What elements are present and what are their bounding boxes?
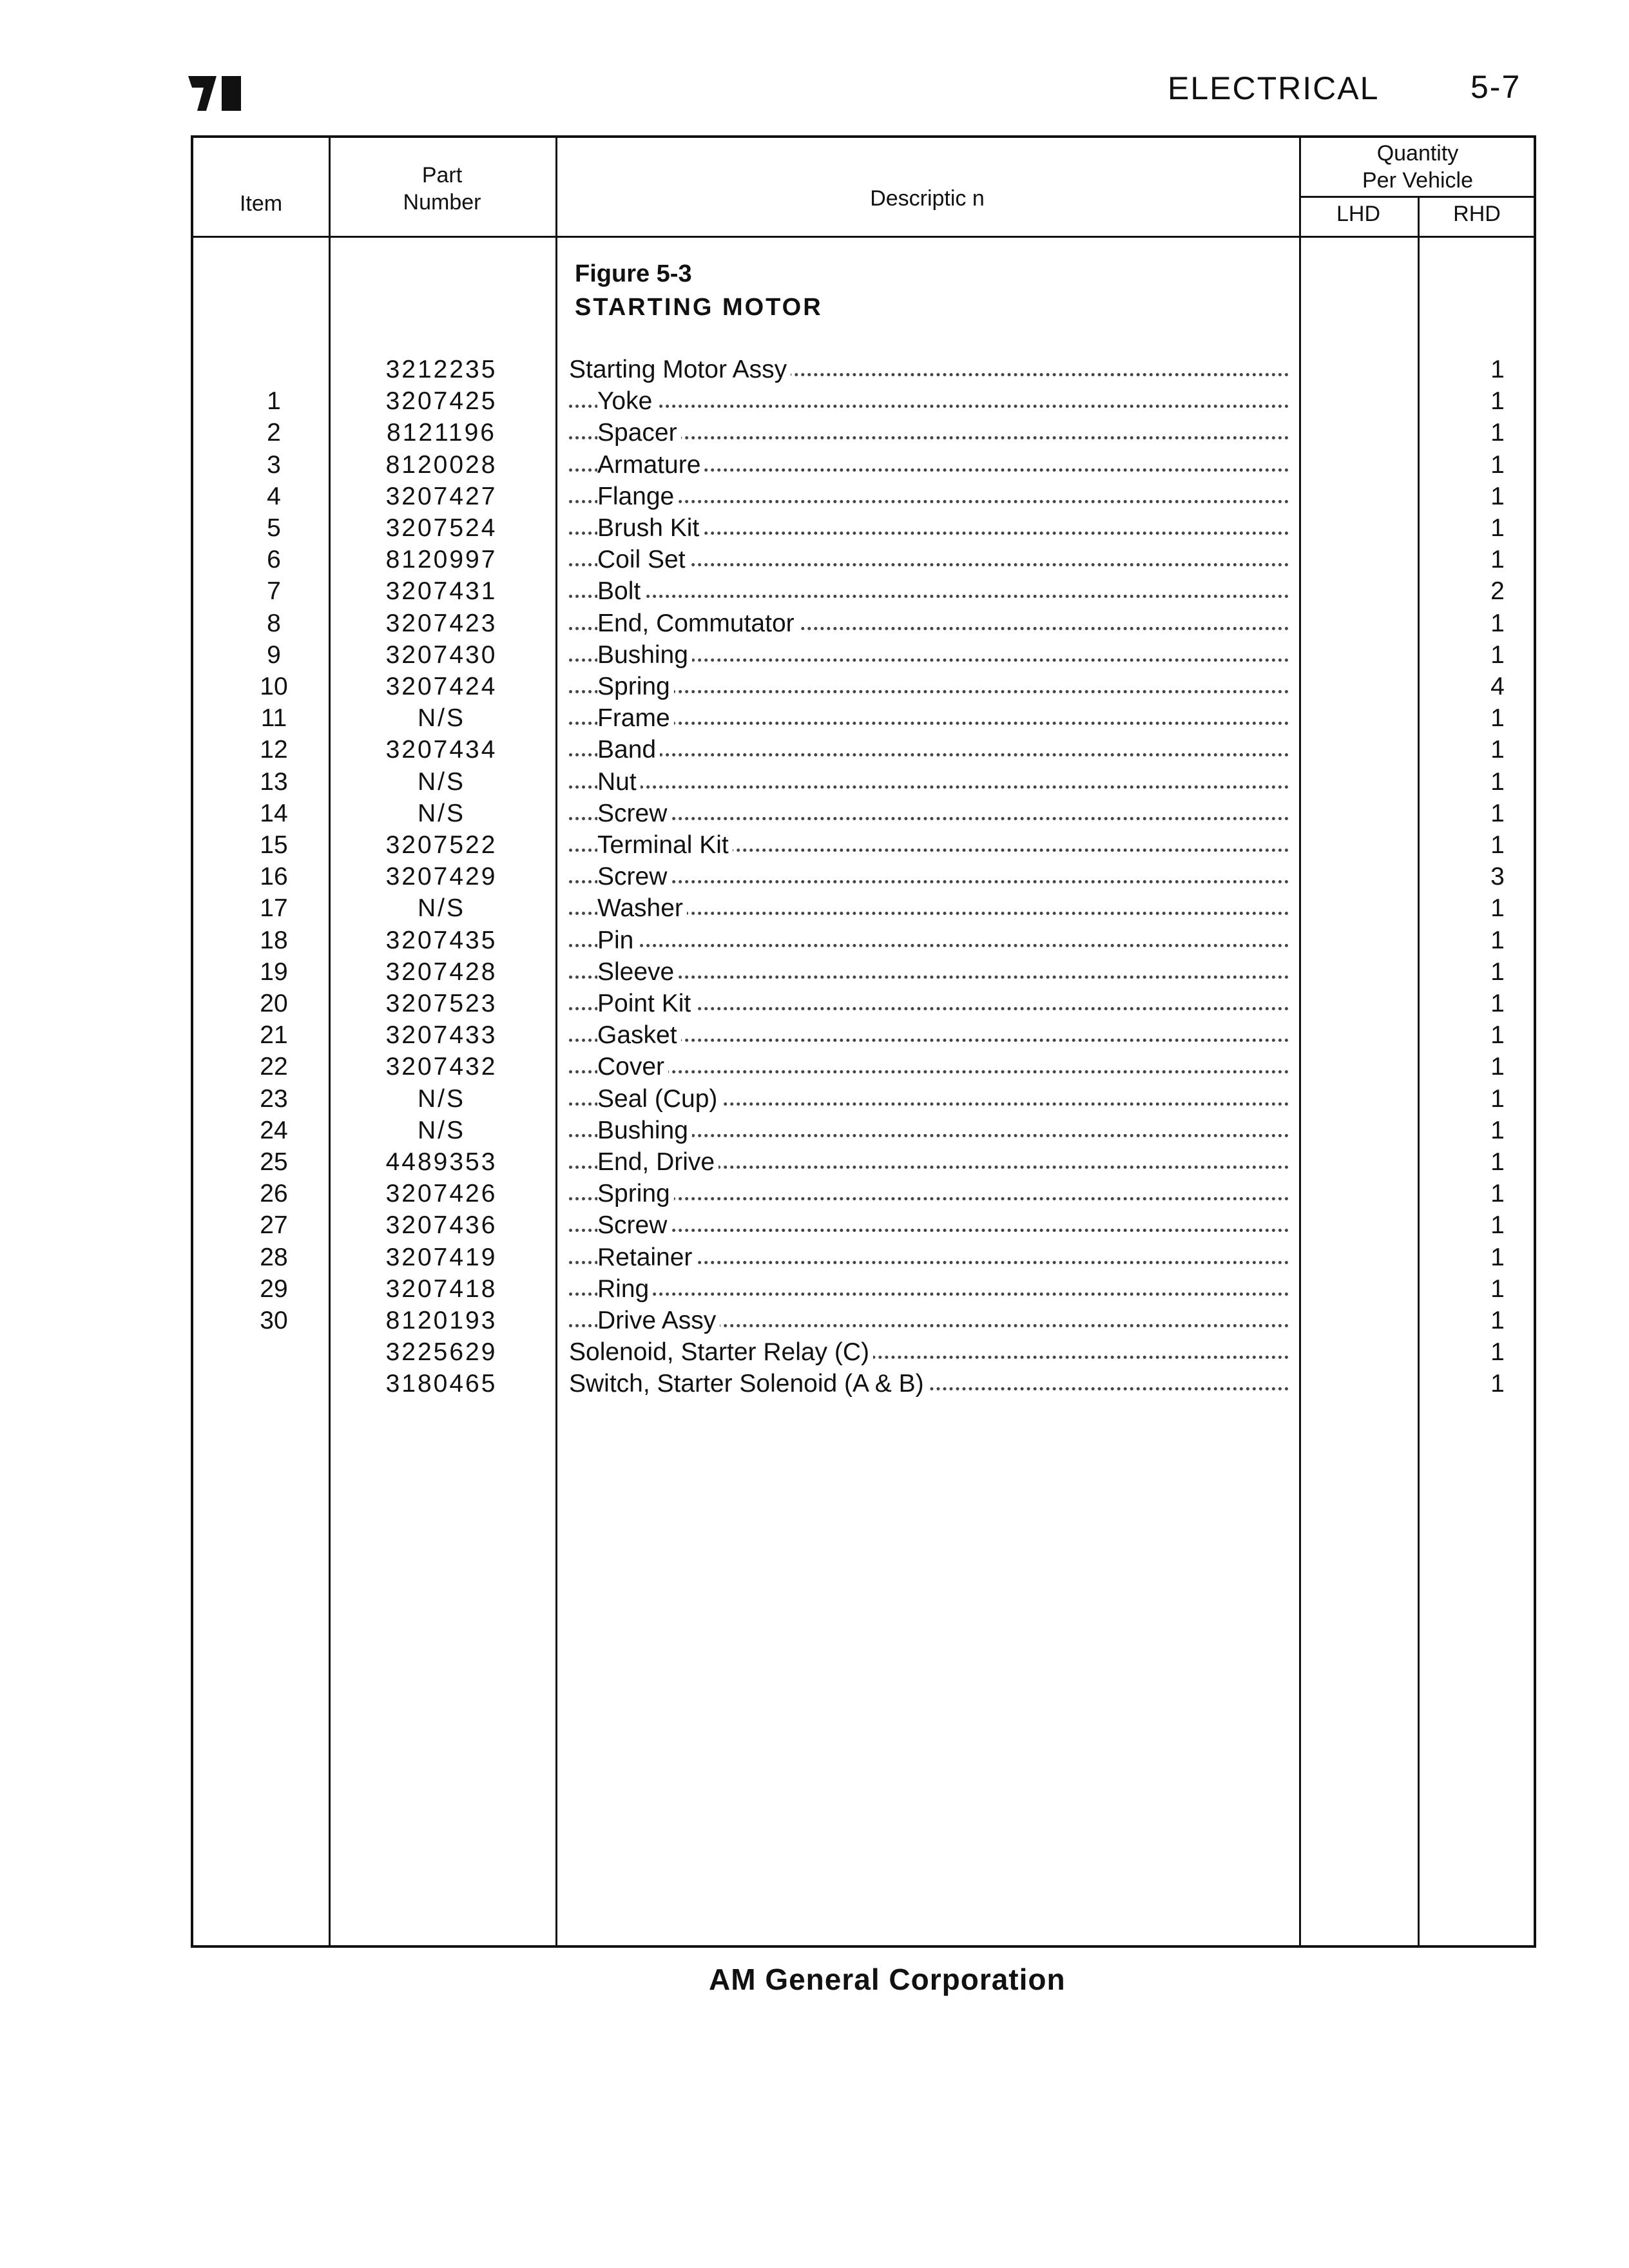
qty-rhd-value: 1 [1490, 1021, 1505, 1050]
qty-rhd [1424, 1273, 1536, 1305]
qty-rhd-value: 1 [1490, 736, 1505, 764]
table-row [193, 639, 1534, 671]
description-text: Nut [597, 768, 641, 796]
col-header-part-line2: Number [403, 190, 481, 215]
table-row [193, 1019, 1534, 1051]
page-number: 5-7 [1470, 69, 1521, 105]
qty-rhd-value: 1 [1490, 640, 1505, 669]
qty-rhd-value: 1 [1490, 356, 1505, 383]
qty-rhd [1424, 608, 1536, 639]
qty-rhd [1424, 385, 1536, 417]
part-number: 8120193 [385, 1307, 497, 1334]
part-description [569, 988, 1289, 1019]
part-number: 3207524 [385, 514, 497, 542]
description-text: Spring [597, 673, 674, 700]
part-description [569, 1305, 1289, 1336]
description-text: Screw [597, 863, 671, 890]
table-row [193, 925, 1534, 956]
part-description [569, 575, 1289, 607]
qty-rhd-value: 1 [1490, 831, 1505, 859]
description-text: Drive Assy [597, 1307, 720, 1334]
qty-rhd [1424, 829, 1536, 861]
qty-rhd [1424, 734, 1536, 765]
part-number: 3212235 [385, 356, 497, 383]
part-number: N/S [417, 1084, 465, 1113]
item-number: 29 [260, 1274, 288, 1303]
part-description [569, 1209, 1289, 1241]
qty-rhd-value: 4 [1490, 673, 1505, 700]
table-row [193, 1115, 1534, 1146]
item-number: 24 [260, 1116, 288, 1144]
item-number: 5 [267, 514, 281, 542]
item-number: 7 [267, 577, 281, 606]
part-number: N/S [417, 1116, 465, 1144]
part-description [569, 734, 1289, 765]
item-number: 28 [260, 1243, 288, 1271]
part-number: 3207433 [385, 1021, 497, 1050]
table-row [193, 861, 1534, 892]
part-description [569, 1019, 1289, 1051]
divider-qty-subhead [1299, 196, 1534, 198]
qty-rhd [1424, 798, 1536, 829]
table-row [193, 449, 1534, 481]
leader-dots [569, 817, 1289, 820]
qty-rhd [1424, 956, 1536, 988]
part-number: 3207435 [385, 926, 497, 954]
part-number: 3207427 [385, 482, 497, 510]
description-text: Switch, Starter Solenoid (A & B) [569, 1370, 928, 1398]
item-number: 17 [260, 894, 288, 923]
table-row [193, 1209, 1534, 1241]
qty-rhd-value: 1 [1490, 1084, 1505, 1113]
qty-rhd-value: 1 [1490, 1053, 1505, 1081]
part-number: N/S [417, 799, 465, 827]
am-general-logo [188, 76, 247, 111]
part-description [569, 385, 1289, 417]
table-row [193, 385, 1534, 417]
item-number: 4 [267, 482, 281, 510]
description-text: Washer [597, 894, 687, 922]
qty-rhd-value: 1 [1490, 482, 1505, 510]
part-description [569, 544, 1289, 575]
qty-rhd-value: 1 [1490, 1307, 1505, 1334]
part-description [569, 766, 1289, 798]
table-row [193, 481, 1534, 512]
description-text: Cover [597, 1053, 668, 1081]
figure-title: STARTING MOTOR [575, 294, 823, 321]
footer-company: AM General Corporation [709, 1963, 1066, 1996]
part-number: 3207418 [385, 1274, 497, 1303]
item-number: 23 [260, 1084, 288, 1113]
qty-rhd [1424, 988, 1536, 1019]
table-row [193, 988, 1534, 1019]
item-number: 18 [260, 926, 288, 954]
part-number: 3207431 [385, 577, 497, 606]
item-number: 12 [260, 736, 288, 764]
description-text: Seal (Cup) [597, 1085, 721, 1113]
qty-rhd [1424, 512, 1536, 544]
qty-rhd [1424, 702, 1536, 734]
part-number: 3207430 [385, 640, 497, 669]
item-number: 14 [260, 799, 288, 827]
part-description [569, 1242, 1289, 1273]
qty-rhd [1424, 766, 1536, 798]
qty-rhd [1424, 449, 1536, 481]
parts-table [191, 135, 1536, 1948]
part-number: 3207425 [385, 387, 497, 416]
table-row [193, 1273, 1534, 1305]
part-description [569, 829, 1289, 861]
part-description [569, 798, 1289, 829]
part-description [569, 861, 1289, 892]
part-number: 8120997 [385, 546, 497, 574]
qty-rhd-value: 1 [1490, 514, 1505, 542]
description-text: Retainer [597, 1244, 696, 1271]
item-number: 13 [260, 767, 288, 796]
item-number: 9 [267, 640, 281, 669]
qty-rhd [1424, 1019, 1536, 1051]
table-row [193, 1242, 1534, 1273]
part-number: N/S [417, 894, 465, 923]
col-header-part-line1: Part [421, 163, 463, 187]
part-number: 3207423 [385, 609, 497, 637]
leader-dots [569, 1197, 1289, 1200]
table-row [193, 1305, 1534, 1336]
qty-rhd-value: 1 [1490, 1243, 1505, 1271]
qty-rhd-value: 3 [1490, 863, 1505, 891]
part-description [569, 449, 1289, 481]
description-text: Terminal Kit [597, 831, 733, 859]
qty-rhd [1424, 1305, 1536, 1336]
leader-dots [569, 944, 1289, 947]
qty-rhd [1424, 544, 1536, 575]
qty-rhd-value: 1 [1490, 1274, 1505, 1303]
description-text: Pin [597, 927, 637, 954]
qty-rhd [1424, 1178, 1536, 1209]
description-text: Solenoid, Starter Relay (C) [569, 1338, 873, 1366]
part-number: 3180465 [385, 1370, 497, 1398]
description-text: Yoke [597, 387, 656, 415]
part-description [569, 354, 1289, 385]
table-row [193, 734, 1534, 765]
qty-rhd-value: 1 [1490, 704, 1505, 733]
part-description [569, 608, 1289, 639]
part-description [569, 892, 1289, 924]
item-number: 8 [267, 609, 281, 637]
description-text: Frame [597, 704, 674, 732]
table-row [193, 575, 1534, 607]
qty-rhd-value: 1 [1490, 609, 1505, 637]
col-header-item: Item [239, 191, 283, 216]
item-number: 1 [267, 387, 281, 416]
item-number: 16 [260, 863, 288, 891]
item-number: 22 [260, 1053, 288, 1081]
leader-dots [569, 405, 1289, 408]
qty-rhd-value: 1 [1490, 419, 1505, 447]
section-title: ELECTRICAL [1168, 70, 1380, 106]
part-number: 8121196 [387, 419, 496, 447]
part-number: 3207424 [385, 673, 497, 700]
table-row [193, 956, 1534, 988]
table-row [193, 1083, 1534, 1115]
qty-rhd-value: 1 [1490, 894, 1505, 923]
table-row [193, 354, 1534, 385]
qty-rhd [1424, 639, 1536, 671]
header-bottom-rule [193, 236, 1534, 238]
qty-rhd-value: 1 [1490, 1116, 1505, 1144]
part-number: 3207436 [385, 1211, 497, 1240]
qty-rhd-value: 1 [1490, 546, 1505, 574]
table-row [193, 417, 1534, 448]
item-number: 27 [260, 1211, 288, 1240]
qty-rhd [1424, 925, 1536, 956]
part-number: 3225629 [385, 1338, 497, 1367]
part-description [569, 1368, 1289, 1399]
table-row [193, 702, 1534, 734]
part-number: 3207428 [385, 957, 497, 986]
qty-rhd [1424, 1146, 1536, 1178]
table-row [193, 671, 1534, 702]
col-header-lhd: LHD [1336, 202, 1381, 226]
qty-rhd [1424, 1336, 1536, 1368]
part-description [569, 956, 1289, 988]
qty-rhd [1424, 481, 1536, 512]
qty-rhd [1424, 1051, 1536, 1082]
leader-dots [569, 880, 1289, 883]
part-description [569, 1146, 1289, 1178]
part-description [569, 702, 1289, 734]
qty-rhd [1424, 671, 1536, 702]
part-number: 3207522 [385, 831, 497, 859]
part-description [569, 1273, 1289, 1305]
part-number: 3207429 [385, 863, 497, 891]
table-row [193, 1336, 1534, 1368]
leader-dots [569, 690, 1289, 693]
col-header-description: Descriptic n [870, 186, 985, 211]
part-description [569, 1083, 1289, 1115]
qty-rhd [1424, 1368, 1536, 1399]
table-row [193, 892, 1534, 924]
qty-rhd-value: 1 [1490, 1338, 1505, 1367]
part-description [569, 1336, 1289, 1368]
part-number: 3207434 [385, 736, 497, 764]
qty-rhd-value: 1 [1490, 767, 1505, 796]
item-number: 19 [260, 957, 288, 986]
qty-rhd-value: 1 [1490, 1370, 1505, 1398]
part-description [569, 1115, 1289, 1146]
description-text: Spring [597, 1180, 674, 1207]
qty-rhd-value: 1 [1490, 450, 1505, 479]
description-text: Brush Kit [597, 514, 703, 542]
col-header-qty-line1: Quantity [1376, 141, 1459, 166]
part-description [569, 481, 1289, 512]
table-row [193, 512, 1534, 544]
figure-label: Figure 5-3 [575, 260, 692, 287]
item-number: 25 [260, 1148, 288, 1176]
table-row [193, 1051, 1534, 1082]
part-description [569, 417, 1289, 448]
description-text: Point Kit [597, 990, 695, 1017]
qty-rhd-value: 1 [1490, 990, 1505, 1017]
table-row [193, 608, 1534, 639]
qty-rhd-value: 1 [1490, 1211, 1505, 1240]
item-number: 10 [260, 673, 288, 700]
part-description [569, 1051, 1289, 1082]
leader-dots [569, 595, 1289, 598]
qty-rhd [1424, 417, 1536, 448]
description-text: Spacer [597, 419, 681, 447]
description-text: Starting Motor Assy [569, 356, 791, 383]
qty-rhd [1424, 892, 1536, 924]
item-number: 21 [260, 1021, 288, 1050]
description-text: Gasket [597, 1021, 681, 1049]
qty-rhd-value: 1 [1490, 799, 1505, 827]
table-row [193, 829, 1534, 861]
description-text: Band [597, 736, 660, 764]
qty-rhd-value: 1 [1490, 1148, 1505, 1176]
part-number: 3207523 [385, 990, 497, 1017]
item-number: 26 [260, 1180, 288, 1208]
description-text: Bolt [597, 577, 644, 605]
table-row [193, 544, 1534, 575]
part-description [569, 639, 1289, 671]
part-number: N/S [417, 704, 465, 733]
leader-dots [569, 1293, 1289, 1296]
qty-rhd-value: 1 [1490, 1180, 1505, 1208]
leader-dots [569, 1229, 1289, 1232]
col-header-qty-line2: Per Vehicle [1362, 168, 1473, 193]
part-number: N/S [417, 767, 465, 796]
description-text: Coil Set [597, 546, 689, 573]
qty-rhd [1424, 1083, 1536, 1115]
description-text: Flange [597, 483, 678, 510]
description-text: Bushing [597, 641, 692, 669]
part-number: 3207426 [385, 1180, 497, 1208]
table-row [193, 1146, 1534, 1178]
item-number: 3 [267, 450, 281, 479]
description-text: Bushing [597, 1117, 692, 1144]
description-text: End, Commutator [597, 610, 798, 637]
part-description [569, 671, 1289, 702]
description-text: Screw [597, 800, 671, 827]
item-number: 6 [267, 546, 281, 574]
qty-rhd [1424, 1115, 1536, 1146]
description-text: Sleeve [597, 958, 678, 986]
item-number: 11 [260, 704, 287, 733]
part-description [569, 925, 1289, 956]
col-header-rhd: RHD [1453, 202, 1501, 226]
part-number: 3207419 [385, 1243, 497, 1271]
part-number: 8120028 [385, 450, 497, 479]
leader-dots [569, 785, 1289, 789]
leader-dots [569, 753, 1289, 756]
item-number: 30 [260, 1307, 288, 1334]
description-text: End, Drive [597, 1148, 718, 1176]
description-text: Armature [597, 451, 704, 479]
leader-dots [569, 722, 1289, 725]
qty-rhd-value: 2 [1490, 577, 1505, 606]
item-number: 15 [260, 831, 288, 859]
qty-rhd [1424, 1242, 1536, 1273]
part-number: 3207432 [385, 1053, 497, 1081]
part-number: 4489353 [385, 1148, 497, 1176]
description-text: Screw [597, 1211, 671, 1239]
item-number: 20 [260, 990, 288, 1017]
table-row [193, 1178, 1534, 1209]
qty-rhd-value: 1 [1490, 957, 1505, 986]
item-number: 2 [267, 419, 281, 447]
table-row [193, 766, 1534, 798]
qty-rhd-value: 1 [1490, 926, 1505, 954]
part-description [569, 512, 1289, 544]
qty-rhd [1424, 354, 1536, 385]
qty-rhd [1424, 575, 1536, 607]
description-text: Ring [597, 1275, 653, 1303]
table-row [193, 798, 1534, 829]
qty-rhd-value: 1 [1490, 387, 1505, 416]
leader-dots [569, 1070, 1289, 1073]
table-row [193, 1368, 1534, 1399]
qty-rhd [1424, 1209, 1536, 1241]
part-description [569, 1178, 1289, 1209]
qty-rhd [1424, 861, 1536, 892]
